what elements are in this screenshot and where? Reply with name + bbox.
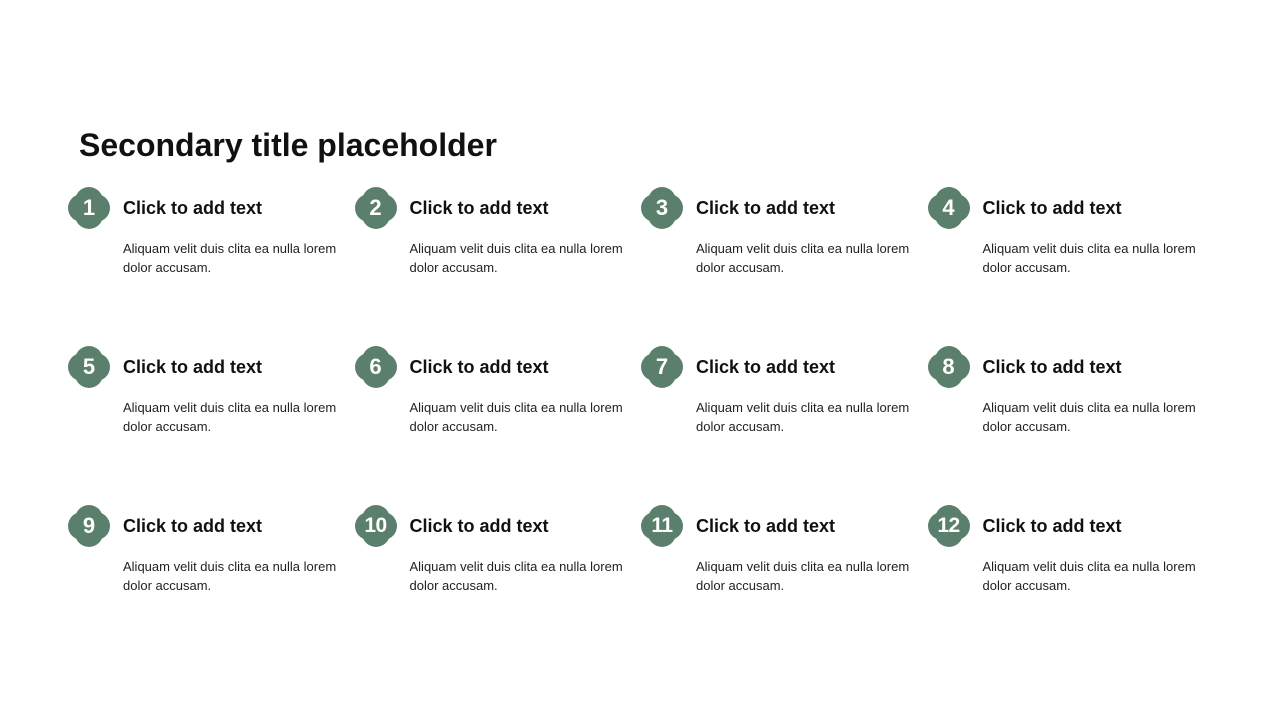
number-badge — [641, 346, 683, 388]
list-item — [641, 187, 921, 307]
list-item — [928, 346, 1208, 466]
item-heading[interactable]: Click to add text — [409, 516, 549, 536]
item-grid — [68, 187, 1214, 607]
number-badge — [68, 346, 110, 388]
item-heading[interactable]: Click to add text — [982, 357, 1122, 377]
item-heading[interactable]: Click to add text — [123, 357, 263, 377]
list-item — [68, 505, 348, 625]
slide-title[interactable]: Secondary title placeholder — [79, 127, 497, 163]
number-badge — [355, 346, 397, 388]
item-number: 8 — [942, 354, 955, 379]
item-number: 11 — [651, 514, 673, 537]
list-item — [641, 505, 921, 625]
item-body[interactable]: Aliquam velit duis clita ea nulla lorem dolor accusam. — [982, 241, 1196, 275]
item-number: 9 — [82, 513, 96, 538]
number-badge — [68, 187, 110, 229]
list-item — [641, 346, 921, 466]
item-number: 6 — [369, 354, 382, 379]
item-number: 2 — [369, 195, 382, 220]
number-badge — [928, 505, 970, 547]
item-body[interactable]: Aliquam velit duis clita ea nulla lorem dolor accusam. — [696, 400, 910, 434]
item-heading[interactable]: Click to add text — [123, 516, 263, 536]
number-badge — [928, 346, 970, 388]
item-body[interactable]: Aliquam velit duis clita ea nulla lorem dolor accusam. — [982, 400, 1196, 434]
item-body[interactable]: Aliquam velit duis clita ea nulla lorem dolor accusam. — [123, 241, 337, 275]
number-badge — [641, 187, 683, 229]
item-number: 5 — [82, 354, 96, 379]
number-badge — [641, 505, 683, 547]
item-body[interactable]: Aliquam velit duis clita ea nulla lorem dolor accusam. — [409, 241, 623, 275]
item-heading[interactable]: Click to add text — [982, 516, 1122, 536]
item-body[interactable]: Aliquam velit duis clita ea nulla lorem dolor accusam. — [696, 241, 910, 275]
list-item — [355, 187, 635, 307]
number-badge — [355, 187, 397, 229]
number-badge — [355, 505, 397, 547]
item-number: 7 — [655, 354, 669, 379]
item-heading[interactable]: Click to add text — [409, 198, 549, 218]
item-number: 12 — [937, 514, 960, 537]
item-body[interactable]: Aliquam velit duis clita ea nulla lorem dolor accusam. — [409, 559, 623, 593]
number-badge — [928, 187, 970, 229]
list-item — [68, 187, 348, 307]
list-item — [355, 346, 635, 466]
list-item — [928, 187, 1208, 307]
item-number: 4 — [942, 195, 955, 220]
item-body[interactable]: Aliquam velit duis clita ea nulla lorem dolor accusam. — [409, 400, 623, 434]
list-item — [355, 505, 635, 625]
item-body[interactable]: Aliquam velit duis clita ea nulla lorem dolor accusam. — [123, 559, 337, 593]
item-number: 10 — [364, 514, 387, 537]
item-number: 1 — [82, 195, 96, 220]
list-item — [928, 505, 1208, 625]
item-heading[interactable]: Click to add text — [982, 198, 1122, 218]
item-body[interactable]: Aliquam velit duis clita ea nulla lorem dolor accusam. — [696, 559, 910, 593]
item-heading[interactable]: Click to add text — [696, 357, 836, 377]
item-heading[interactable]: Click to add text — [696, 198, 836, 218]
number-badge — [68, 505, 110, 547]
item-heading[interactable]: Click to add text — [123, 198, 263, 218]
list-item — [68, 346, 348, 466]
item-heading[interactable]: Click to add text — [696, 516, 836, 536]
item-number: 3 — [655, 195, 669, 220]
item-body[interactable]: Aliquam velit duis clita ea nulla lorem dolor accusam. — [123, 400, 337, 434]
item-heading[interactable]: Click to add text — [409, 357, 549, 377]
item-body[interactable]: Aliquam velit duis clita ea nulla lorem dolor accusam. — [982, 559, 1196, 593]
